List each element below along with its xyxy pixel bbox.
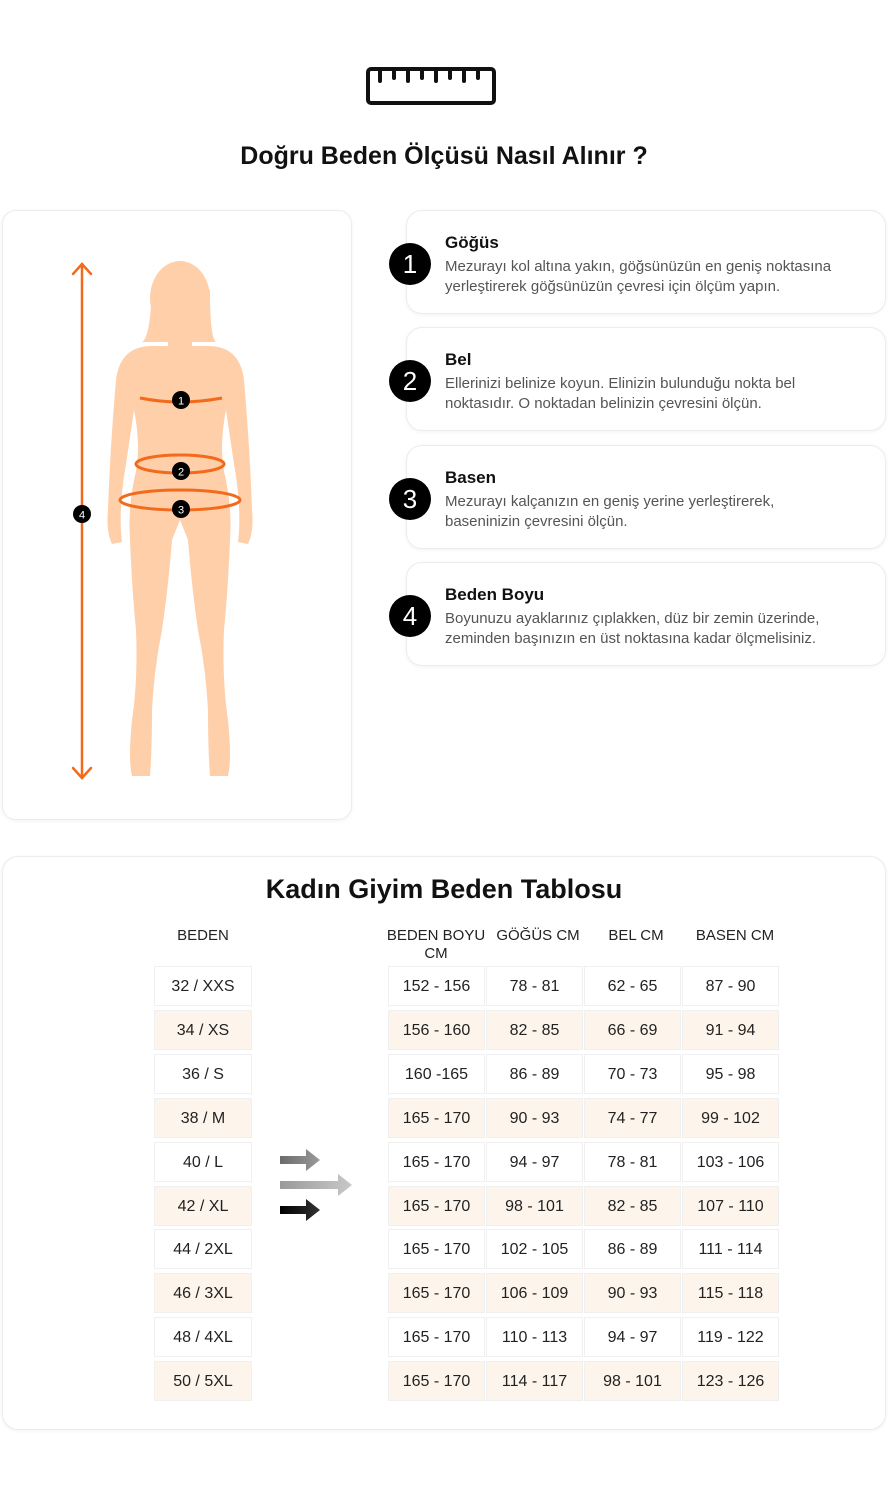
hip-cell: 111 - 114	[682, 1229, 779, 1269]
size-cell: 34 / XS	[154, 1010, 252, 1050]
header-height-line1: BEDEN BOYU	[386, 927, 486, 944]
size-cell: 40 / L	[154, 1142, 252, 1182]
marker-3	[172, 500, 190, 518]
chest-cell: 114 - 117	[486, 1361, 583, 1401]
height-cell: 152 - 156	[388, 966, 485, 1006]
step-card-hip	[402, 445, 886, 549]
step-description-line: Boyunuzu ayaklarınız çıplakken, düz bir zemin üzerinde,	[445, 610, 820, 627]
size-cell: 32 / XXS	[154, 966, 252, 1006]
waist-cell: 70 - 73	[584, 1054, 681, 1094]
size-cell: 50 / 5XL	[154, 1361, 252, 1401]
chest-cell: 86 - 89	[486, 1054, 583, 1094]
waist-cell: 94 - 97	[584, 1317, 681, 1357]
arrows-icon	[276, 1146, 358, 1226]
marker-4-label: 4	[78, 509, 86, 522]
step-description	[445, 609, 875, 649]
step-number-badge: 4	[389, 595, 431, 637]
waist-cell: 66 - 69	[584, 1010, 681, 1050]
size-cell: 48 / 4XL	[154, 1317, 252, 1357]
header-height	[386, 927, 486, 963]
body-silhouette-figure	[2, 210, 352, 820]
step-card-chest	[402, 210, 886, 314]
step-number-badge: 2	[389, 360, 431, 402]
height-cell: 156 - 160	[388, 1010, 485, 1050]
header-chest: GÖĞÜS CM	[496, 927, 580, 944]
chest-cell: 94 - 97	[486, 1142, 583, 1182]
size-cell: 46 / 3XL	[154, 1273, 252, 1313]
height-cell: 165 - 170	[388, 1186, 485, 1226]
size-cell: 36 / S	[154, 1054, 252, 1094]
header-size: BEDEN	[177, 927, 229, 944]
step-description-line: Mezurayı kalçanızın en geniş yerine yerleştirerek,	[445, 493, 775, 510]
hip-cell: 99 - 102	[682, 1098, 779, 1138]
hip-cell: 119 - 122	[682, 1317, 779, 1357]
step-description-line: yerleştirerek göğsünüzün çevresi için ölçüm yapın.	[445, 278, 781, 295]
marker-4	[73, 505, 91, 523]
step-description	[445, 492, 875, 532]
waist-cell: 86 - 89	[584, 1229, 681, 1269]
height-cell: 165 - 170	[388, 1142, 485, 1182]
chest-cell: 102 - 105	[486, 1229, 583, 1269]
chest-cell: 98 - 101	[486, 1186, 583, 1226]
header-hip: BASEN CM	[695, 927, 775, 944]
height-cell: 160 -165	[388, 1054, 485, 1094]
step-title: Beden Boyu	[445, 585, 545, 604]
waist-cell: 90 - 93	[584, 1273, 681, 1313]
step-title: Bel	[445, 350, 472, 369]
waist-cell: 82 - 85	[584, 1186, 681, 1226]
hip-cell: 123 - 126	[682, 1361, 779, 1401]
hip-cell: 115 - 118	[682, 1273, 779, 1313]
header-waist: BEL CM	[608, 927, 664, 944]
chest-cell: 78 - 81	[486, 966, 583, 1006]
waist-cell: 62 - 65	[584, 966, 681, 1006]
marker-2	[172, 462, 190, 480]
step-description-line: baseninizin çevresini ölçün.	[445, 513, 628, 530]
hip-cell: 103 - 106	[682, 1142, 779, 1182]
marker-3-label: 3	[177, 504, 185, 517]
height-cell: 165 - 170	[388, 1361, 485, 1401]
chest-cell: 82 - 85	[486, 1010, 583, 1050]
step-number-badge: 1	[389, 243, 431, 285]
step-title: Basen	[445, 468, 497, 487]
page-title: Doğru Beden Ölçüsü Nasıl Alınır ?	[240, 142, 648, 170]
hip-cell: 95 - 98	[682, 1054, 779, 1094]
step-title: Göğüs	[445, 233, 499, 252]
ruler-icon	[366, 66, 496, 106]
step-number-badge: 3	[389, 478, 431, 520]
chest-cell: 106 - 109	[486, 1273, 583, 1313]
chest-cell: 90 - 93	[486, 1098, 583, 1138]
size-cell: 38 / M	[154, 1098, 252, 1138]
chest-cell: 110 - 113	[486, 1317, 583, 1357]
size-cell: 44 / 2XL	[154, 1229, 252, 1269]
size-table-title: Kadın Giyim Beden Tablosu	[265, 874, 623, 904]
step-description	[445, 257, 875, 297]
waist-cell: 78 - 81	[584, 1142, 681, 1182]
step-description-line: noktasıdır. O noktadan belinizin çevresini ölçün.	[445, 395, 762, 412]
height-cell: 165 - 170	[388, 1317, 485, 1357]
hip-cell: 87 - 90	[682, 966, 779, 1006]
step-card-waist	[402, 327, 886, 431]
height-cell: 165 - 170	[388, 1229, 485, 1269]
waist-cell: 98 - 101	[584, 1361, 681, 1401]
marker-2-label: 2	[177, 466, 185, 479]
height-cell: 165 - 170	[388, 1098, 485, 1138]
height-cell: 165 - 170	[388, 1273, 485, 1313]
step-description-line: zeminden başınızın en üst noktasına kadar ölçmelisiniz.	[445, 630, 817, 647]
hip-cell: 91 - 94	[682, 1010, 779, 1050]
hip-cell: 107 - 110	[682, 1186, 779, 1226]
marker-1-label: 1	[177, 395, 185, 408]
waist-cell: 74 - 77	[584, 1098, 681, 1138]
body-silhouette	[108, 261, 253, 776]
size-cell: 42 / XL	[154, 1186, 252, 1226]
step-description	[445, 374, 875, 414]
header-height-line2: CM	[424, 945, 448, 962]
step-description-line: Mezurayı kol altına yakın, göğsünüzün en geniş noktasına	[445, 258, 832, 275]
step-description-line: Ellerinizi belinize koyun. Elinizin bulunduğu nokta bel	[445, 375, 796, 392]
marker-1	[172, 391, 190, 409]
step-card-height	[402, 562, 886, 666]
